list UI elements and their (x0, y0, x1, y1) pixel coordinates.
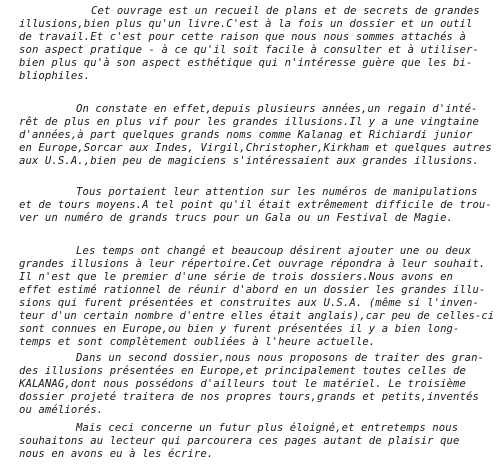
text-line: rêt de plus en plus vif pour les grandes illusions.Il y a une vingtaine (19, 116, 479, 128)
text-line: grandes illusions à leur répertoire.Cet ouvrage répondra à leur souhait. (19, 258, 486, 270)
text-line: sont connues en Europe,ou bien y furent présentées il y a bien long- (19, 323, 460, 335)
text-line: aux U.S.A.,bien peu de magiciens s'intéressaient aux grandes illusions. (19, 155, 479, 167)
text-line: des illusions présentées en Europe,et principalement toutes celles de (19, 365, 466, 377)
text-line: effet estimé rationnel de réunir d'abord en un dossier les grandes illu- (19, 284, 486, 296)
text-line: et de tours moyens.A tel point qu'il était extrêmement difficile de trou- (19, 199, 492, 211)
text-line: bien plus qu'à son aspect esthétique qui n'intéresse guère que les bi- (19, 57, 473, 69)
text-line: de travail.Et c'est pour cette raison que nous nous sommes attachés à (19, 31, 466, 43)
text-line: d'années,à part quelques grands noms comme Kalanag et Richiardi junior (19, 129, 473, 141)
text-line: Cet ouvrage est un recueil de plans et de secrets de grandes (91, 5, 480, 17)
text-line: ou améliorés. (19, 404, 104, 416)
text-line: Les temps ont changé et beaucoup désirent ajouter une ou deux (76, 245, 472, 257)
text-line: Dans un second dossier,nous nous proposons de traiter des gran- (76, 352, 485, 364)
text-line: KALANAG,dont nous possédons d'ailleurs tout le matériel. Le troisième (19, 378, 466, 390)
text-line: On constate en effet,depuis plusieurs années,un regain d'inté- (76, 103, 478, 115)
text-line: ver un numéro de grands trucs pour un Gala ou un Festival de Magie. (19, 212, 454, 224)
text-line: nous en avons eu à les écrire. (19, 448, 214, 460)
text-line: son aspect pratique - à ce qu'il soit facile à consulter et à utiliser- (19, 44, 479, 56)
text-line: dossier projeté traitera de nos propres tours,grands et petits,inventés (19, 391, 479, 403)
text-line: Tous portaient leur attention sur les numéros de manipulations (76, 186, 478, 198)
text-line: illusions,bien plus qu'un livre.C'est à la fois un dossier et un outil (19, 18, 473, 30)
text-line: Il n'est que le premier d'une série de trois dossiers.Nous avons en (19, 271, 454, 283)
text-line: Mais ceci concerne un futur plus éloigné,et entretemps nous (76, 422, 459, 434)
text-line: en Europe,Sorcar aux Indes, Virgil,Christopher,Kirkham et quelques autres (19, 142, 492, 154)
text-line: sions qui furent présentées et construites aux U.S.A. (même si l'inven- (19, 297, 479, 309)
text-line: souhaitons au lecteur qui parcourera ces pages autant de plaisir que (19, 435, 460, 447)
text-line: temps et sont complètement oubliées à l'heure actuelle. (19, 336, 376, 348)
text-line: bliophiles. (19, 70, 91, 82)
text-line: teur d'un certain nombre d'entre elles était anglais),car peu de celles-ci (19, 310, 495, 322)
